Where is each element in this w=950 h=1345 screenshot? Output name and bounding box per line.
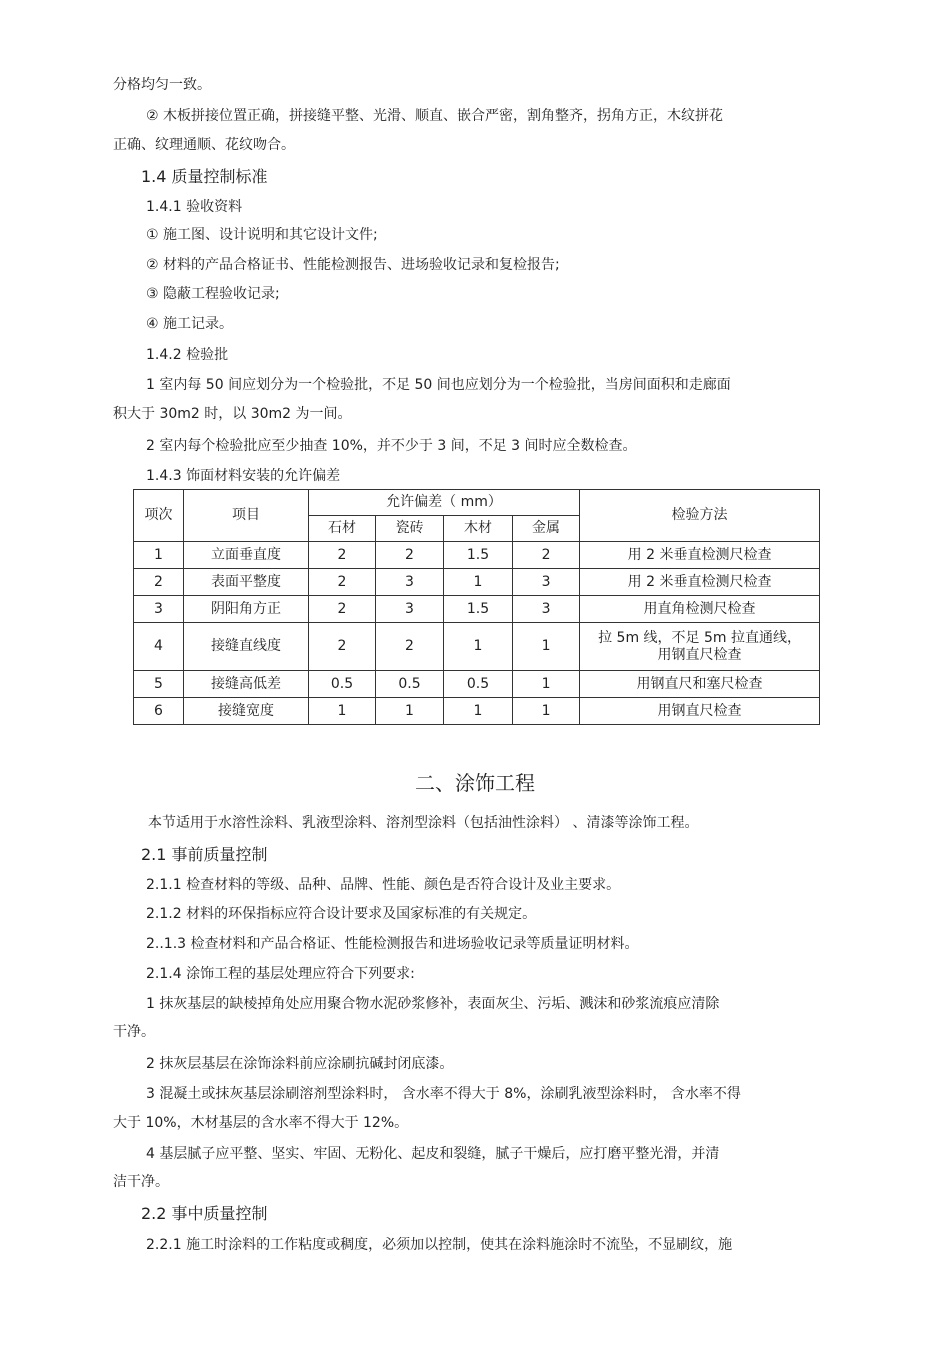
text-line: 干净。 [113, 1024, 155, 1040]
cell-value: 1 [513, 698, 580, 725]
method-line: 用 2 米垂直检测尺检查 [627, 573, 772, 590]
section-heading: 2.1 事前质量控制 [141, 845, 268, 864]
cell-method [580, 596, 820, 623]
cell-value: 1 [513, 623, 580, 671]
cell-value: 3 [513, 596, 580, 623]
cell-no: 1 [134, 542, 184, 569]
cell-value: 1 [309, 698, 376, 725]
cell-value: 1 [513, 671, 580, 698]
cell-value: 2 [309, 596, 376, 623]
text-line: 1 抹灰基层的缺棱掉角处应用聚合物水泥砂浆修补，表面灰尘、污垢、溅沫和砂浆流痕应清除 [146, 996, 720, 1012]
header-method: 检验方法 [580, 490, 820, 542]
header-deviation: 允许偏差（ mm） [309, 490, 580, 516]
table-row [134, 569, 820, 596]
cell-method [580, 569, 820, 596]
section-title: 二、涂饰工程 [415, 771, 535, 795]
method-line: 用 2 米垂直检测尺检查 [627, 546, 772, 563]
method-line: 拉 5m 线，不足 5m 拉直通线， [598, 629, 801, 646]
text-line: 正确、纹理通顺、花纹吻合。 [113, 137, 295, 153]
cell-value: 3 [376, 596, 444, 623]
text-line: 3 混凝土或抹灰基层涂刷溶剂型涂料时， 含水率不得大于 8%，涂刷乳液型涂料时， 含水率不得 [146, 1086, 741, 1102]
header-stone: 石材 [309, 516, 376, 542]
method-line: 用钢直尺检查 [657, 646, 742, 663]
text-line: ① 施工图、设计说明和其它设计文件; [146, 227, 378, 243]
cell-method [580, 542, 820, 569]
cell-no: 6 [134, 698, 184, 725]
cell-value: 2 [309, 623, 376, 671]
method-line: 用直角检测尺检查 [643, 600, 756, 617]
cell-no: 4 [134, 623, 184, 671]
cell-value: 2 [376, 542, 444, 569]
text-line: ③ 隐蔽工程验收记录; [146, 286, 280, 302]
cell-value: 2 [376, 623, 444, 671]
cell-value: 2 [309, 542, 376, 569]
text-line: 4 基层腻子应平整、坚实、牢固、无粉化、起皮和裂缝，腻子干燥后，应打磨平整光滑，并清 [146, 1146, 720, 1162]
text-line: ④ 施工记录。 [146, 316, 234, 332]
text-line: 1 室内每 50 间应划分为一个检验批，不足 50 间也应划分为一个检验批，当房间面积和走廊面 [146, 377, 731, 393]
header-wood: 木材 [444, 516, 513, 542]
method-line: 用钢直尺检查 [657, 702, 742, 719]
cell-method [580, 698, 820, 725]
cell-no: 2 [134, 569, 184, 596]
text-line: 本节适用于水溶性涂料、乳液型涂料、溶剂型涂料（包括油性涂料） 、清漆等涂饰工程。 [148, 815, 699, 831]
cell-value: 1.5 [444, 596, 513, 623]
table-row [134, 542, 820, 569]
text-line: 积大于 30m2 时，以 30m2 为一间。 [113, 406, 352, 422]
header-metal: 金属 [513, 516, 580, 542]
cell-value: 0.5 [309, 671, 376, 698]
header-tile: 瓷砖 [376, 516, 444, 542]
table-row [134, 671, 820, 698]
cell-item: 接缝直线度 [184, 623, 309, 671]
section-heading: 2.2 事中质量控制 [141, 1204, 268, 1223]
header-no: 项次 [134, 490, 184, 542]
cell-no: 3 [134, 596, 184, 623]
cell-value: 1 [444, 623, 513, 671]
cell-value: 2 [309, 569, 376, 596]
text-line: 2 抹灰层基层在涂饰涂料前应涂刷抗碱封闭底漆。 [146, 1056, 454, 1072]
text-line: 2.1.4 涂饰工程的基层处理应符合下列要求: [146, 966, 415, 982]
text-line: 2.1.2 材料的环保指标应符合设计要求及国家标准的有关规定。 [146, 906, 537, 922]
tolerance-table [133, 489, 820, 725]
cell-item: 阴阳角方正 [184, 596, 309, 623]
cell-item: 表面平整度 [184, 569, 309, 596]
cell-item: 接缝宽度 [184, 698, 309, 725]
cell-value: 3 [376, 569, 444, 596]
cell-no: 5 [134, 671, 184, 698]
cell-value: 0.5 [444, 671, 513, 698]
section-heading: 1.4 质量控制标准 [141, 167, 268, 186]
cell-value: 1.5 [444, 542, 513, 569]
text-line: 大于 10%，木材基层的含水率不得大于 12%。 [113, 1115, 409, 1131]
cell-value: 1 [444, 569, 513, 596]
cell-item: 接缝高低差 [184, 671, 309, 698]
text-line: 1.4.2 检验批 [146, 347, 229, 363]
method-line: 用钢直尺和塞尺检查 [636, 675, 763, 692]
text-line: 洁干净。 [113, 1174, 169, 1190]
cell-item: 立面垂直度 [184, 542, 309, 569]
cell-value: 1 [376, 698, 444, 725]
text-line: ② 木板拼接位置正确，拼接缝平整、光滑、顺直、嵌合严密，割角整齐，拐角方正，木纹拼花 [146, 108, 723, 124]
text-line: 1.4.1 验收资料 [146, 199, 243, 215]
table-row [134, 623, 820, 671]
text-line: 2.1.1 检查材料的等级、品种、品牌、性能、颜色是否符合设计及业主要求。 [146, 877, 621, 893]
text-line: 分格均匀一致。 [113, 77, 211, 93]
text-line: 1.4.3 饰面材料安装的允许偏差 [146, 468, 341, 484]
text-line: 2.2.1 施工时涂料的工作粘度或稠度，必须加以控制，使其在涂料施涂时不流坠，不显刷纹，施 [146, 1237, 733, 1253]
cell-value: 3 [513, 569, 580, 596]
cell-value: 0.5 [376, 671, 444, 698]
table-row [134, 596, 820, 623]
cell-method [580, 623, 820, 671]
text-line: ② 材料的产品合格证书、性能检测报告、进场验收记录和复检报告; [146, 257, 560, 273]
cell-value: 1 [444, 698, 513, 725]
cell-value: 2 [513, 542, 580, 569]
header-item: 项目 [184, 490, 309, 542]
text-line: 2 室内每个检验批应至少抽查 10%，并不少于 3 间，不足 3 间时应全数检查。 [146, 438, 637, 454]
table-row [134, 698, 820, 725]
text-line: 2..1.3 检查材料和产品合格证、性能检测报告和进场验收记录等质量证明材料。 [146, 936, 639, 952]
cell-method [580, 671, 820, 698]
